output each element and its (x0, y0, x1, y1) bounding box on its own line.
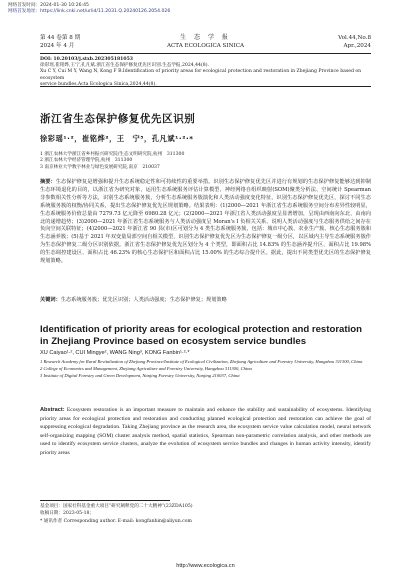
affiliations-cn (40, 152, 184, 171)
affiliations-en (40, 359, 371, 379)
volume-cn: 第 44 卷第 8 期 (40, 35, 81, 41)
online-first-url[interactable]: 网络首发地址：https://link.cnki.net/urlid/11.2031.Q.20240126.2054.026 (8, 9, 171, 14)
affiliation-cn-2: 2 浙江农林大学经济管理学院,杭州 311300 (40, 158, 133, 164)
journal-name-en: ACTA ECOLOGICA SINICA (166, 43, 245, 49)
keywords-cn-label: 关键词： (40, 297, 61, 303)
keywords-cn-text: 生态系统服务簇；优先区识别；人类活动强度；生态保护修复；规划策略 (60, 297, 227, 303)
journal-header (40, 34, 371, 52)
abstract-cn (40, 179, 371, 266)
citation-en-line2: service bundles.Acta Ecologica Sinica,2024,44(8). (40, 81, 157, 87)
affiliation-en-2: 2 College of Economics and Management, Zhejiang Agriculture and Forestry University, Hangzhou 311300, China (40, 365, 252, 371)
online-first-watermark (8, 3, 170, 15)
authors-cn: 徐彩瑶¹·²，崔铭烨²，王 宁³，孔凡斌¹·²·* (40, 134, 194, 143)
abstract-en (40, 406, 371, 458)
title-cn: 浙江省生态保护修复优先区识别 (40, 113, 196, 125)
citation-en-line1: Xu C Y, Cui M Y, Wang N, Kong F B.Identification of priority areas for ecological protection and restoration in Zhejiang Province based on ecosystem (40, 69, 362, 81)
abstract-cn-label: 摘要： (40, 179, 56, 185)
volume-en: Vol.44,No.8 (338, 35, 371, 41)
citation-rule (40, 86, 371, 87)
title-en: Identification of priority areas for ecological protection and restoration in Zhejiang Province based on ecosystem service bundles (40, 324, 362, 347)
abstract-en-text: Ecosystem restoration is an important measure to maintain and enhance the stability and sustainability of ecosystems. Identifying priority areas for ecological protection and restoration and conducting planned ecological protection and restoration can achieve the goal of suppressing ecological degradation. Taking Zhejiang province as the research area, the ecosystem service value calculation model, neural network self-organizing mapping (SOM) cluster analysis method, spatial statistics, Spearman non-parametric correlation analysis, and other methods are used to identify ecosystem service clusters, analyze the evolution of ecosystem service bundles and changes in human activity intensity, identify priority areas (40, 407, 372, 456)
affiliation-en-1: 1 Research Academy for Rural Revitalization of Zhejiang Province/Institute of Ecological Civilization, Zhejiang Agriculture and Forestry University, Hangzhou 311300, China (40, 359, 363, 364)
header-rule (40, 53, 371, 54)
affiliation-cn-3: 3 南京林业大学数字林业与绿色发展研究院,南京 210037 (40, 164, 160, 170)
keywords-cn (40, 297, 371, 304)
date-cn: 2024 年 4 月 (40, 43, 75, 49)
footnote-corresponding: * 通讯作者 Corresponding author. E-mail: kongfanbin@aliyun.com (40, 518, 192, 524)
journal-site-url[interactable]: http://www.ecologica.cn (176, 563, 235, 569)
affiliation-cn-1: 1 浙江农林大学浙江省乡村振兴研究院/生态文明研究院,杭州 311300 (40, 152, 185, 157)
header-center (40, 34, 371, 50)
journal-name-cn: 生 态 学 报 (180, 34, 231, 41)
footnote-funding: 基金项目：国家社科基金重大项目“研究阐释党的二十大精神”(23ZDA105) (40, 504, 193, 509)
authors-en: XU Caiyao¹·², CUI Mingye², WANG Ning³, KONG Fanbin¹·²·* (40, 350, 190, 356)
footnote-received: 收稿日期：2023-05-18； (40, 511, 95, 517)
header-right (338, 34, 371, 50)
citation-cn: 徐彩瑶,崔铭烨,王宁,孔凡斌.浙江省生态保护修复优先区识别.生态学报,2024,44(8). (40, 63, 209, 69)
abstract-en-label: Abstract: (40, 407, 65, 413)
doi[interactable]: DOI: 10.20103/j.stxb.202305181053 (40, 57, 133, 62)
affiliation-en-3: 3 Institute of Digital Forestry and Green Development, Nanjing Forestry University, Nanjing 210037, China (40, 372, 240, 378)
online-first-time: 网络首发时间：2024-01-30 10:26:45 (8, 3, 89, 8)
citation-block (40, 57, 371, 88)
abstract-cn-text: 生态保护修复是增强和提升生态系统稳定性和可持续性的重要举措。识别生态保护修复优先区并进行有规划的生态保护修复能够达到抑制生态环境退化的目的，以浙江省为研究对象，运用生态系统服务评估计算模型、神经网络自组织映射(SOM)聚类分析法、空间统计 Spearman 非参数相关性分析等方法，识别生态系统服务簇，分析生态系统服务簇演化和人类活动强度变化特征，识别生态保护修复优先区，探讨不同生态系统服务簇的权衡/协同关系，提出生态保护修复优先区规划策略。结果表明：(1)2000—2021 年浙江省生态系统服务空间分布差异性较明显，生态系统服务价值总量由 7279.73 亿元降至 6980.28 亿元；(2)2000—2021 年浙江省人类活动强度呈显著增加，呈现由西南向东北、由南向北的递增趋势；(3)2000—2021 年浙江省生态系统服务与人类活动强度呈 Moran's I 负相关关系，说明人类活动强度与生态服务供给之间存在负向空间关联特征；(4)2000—2021 年浙江省 90 县(市)区可划分为 4 类生态系统服务簇，包括：城市中心簇、农业生产簇、核心生态服务簇和生态涵养簇；(5)基于 2021 年双变量局部空间自相关模型，识别生态保护修复优先区为生态保护修复一级分区，以区域内主导生态系统服务簇作为生态保护修复二级分区识别依据。浙江省生态保护修复优先区划分为 4 个类型，即面积占比 14.83% 的生态涵养提升区、面积占比 19.98% 的生态调控建设区、面积占比 46.23% 的核心生态保护区和面积占比 15.00% 的生态综合提升区。据此，提出不同类型优先区的生态保护修复规划策略。 (40, 179, 371, 265)
footnote-rule (40, 500, 170, 501)
footnotes (40, 503, 193, 525)
date-en: Apr.,2024 (343, 43, 371, 49)
